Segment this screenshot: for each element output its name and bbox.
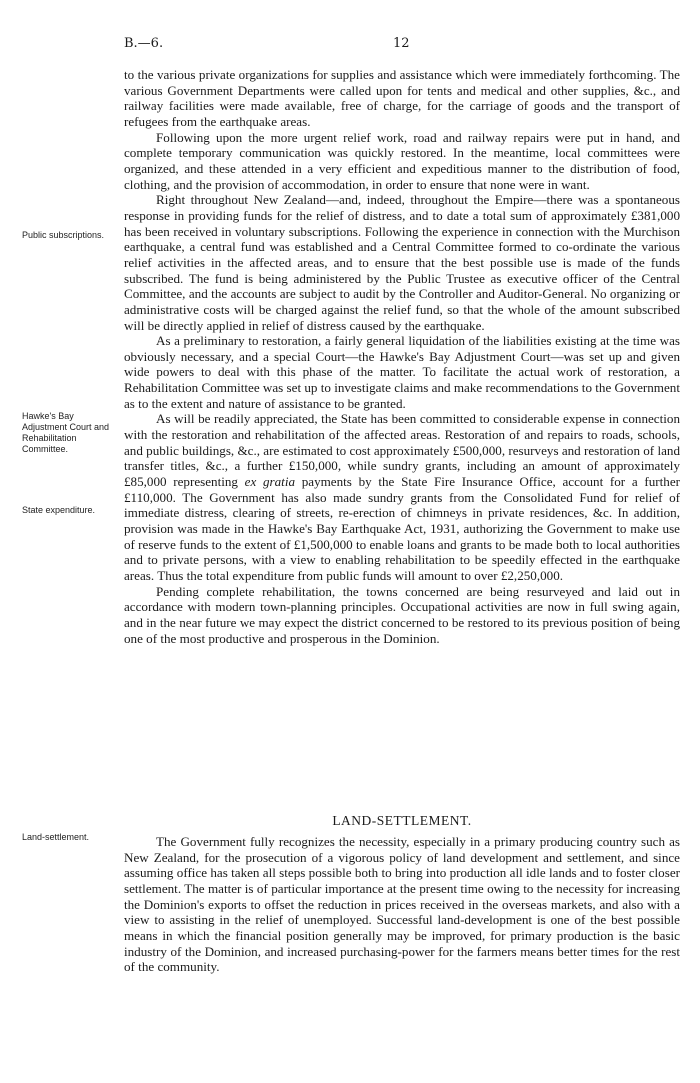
paragraph-adjustment-court: As a preliminary to restoration, a fairly general liquidation of the liabilities existing at the time was obviously necessary, and a special Court—the Hawke's Bay Adjustment Court—was set up and given wide powers to deal with this phase of the matter. To facilitate the actual work of restoration, a Rehabilitation Committee was set up to investigate claims and make recommendations to the Government as to the extent and nature of assistance to be granted. <box>124 333 680 411</box>
paragraph-state-expenditure-part-b: payments by the State Fire Insurance Office, account for a further £110,000. The Government has also made sundry grants from the Consolidated Fund for relief of immediate distress, clearing of streets, re-erection of chimneys in private residences, &c. In addition, provision was made in the Hawke's Bay Earthquake Act, 1931, authorizing the Government to make use of reserve funds to the extent of £1,500,000 to enable loans and grants to be made both to local authorities and to private persons, with a view to enabling rehabilitation to be speedily effected in the earthquake areas. Thus the total expenditure from public funds will amount to over £2,250,000. <box>124 474 680 583</box>
main-text-block <box>124 67 680 646</box>
land-settlement-text-block <box>124 834 680 975</box>
margin-note-state-expenditure: State expenditure. <box>22 505 96 515</box>
paragraph-rehabilitation: Pending complete rehabilitation, the towns concerned are being resurveyed and laid out in accordance with modern town-planning principles. Occupational activities are now in full swing again, and in the near future we may expect the district concerned to be restored to its previous position of being one of the most productive and prosperous in the Dominion. <box>124 583 680 646</box>
page-number: 12 <box>393 36 410 51</box>
paragraph-land-settlement: The Government fully recognizes the necessity, especially in a primary producing country such as New Zealand, for the prosecution of a vigorous policy of land development and settlement, and since assuming office has taken all steps possible both to bring into production all idle lands and to foster closer settlement. The matter is of particular importance at the present time owing to the necessity for increasing the Dominion's exports to offset the reduction in prices received in the overseas markets, and also with a view to assisting in the relief of unemployed. Successful land-development is one of the best possible means in which the financial position generally may be improved, for primary production is the basic industry of the Dominion, and increased purchasing-power for the farmers means better times for the rest of the community. <box>124 834 680 975</box>
page-header <box>0 36 700 56</box>
ex-gratia-phrase: ex gratia <box>244 474 296 490</box>
margin-note-hawkes-bay: Hawke's Bay Adjustment Court and Rehabilitation Committee. <box>22 411 110 454</box>
paragraph-public-subscriptions: Right throughout New Zealand—and, indeed, throughout the Empire—there was a spontaneous response in providing funds for the relief of distress, and to date a total sum of approximately £381,000 has been received in voluntary subscriptions. Following the experience in connection with the Murchison earthquake, a central fund was established and a Central Committee formed to co-ordinate the various relief activities in the affected areas, and to ensure that the best possible use is made of the funds subscribed. The fund is being administered by the Public Trustee as executive officer of the Central Committee, and the accounts are subject to audit by the Controller and Auditor-General. No organizing or administrative costs will be charged against the relief fund, so that the whole of the amount subscribed will be directly applied in relief of distress caused by the earthquake. <box>124 192 680 333</box>
margin-note-public-subscriptions: Public subscriptions. <box>22 230 105 240</box>
section-heading-land-settlement: LAND-SETTLEMENT. <box>332 813 472 828</box>
paragraph-state-expenditure-part-a: As will be readily appreciated, the State has been committed to considerable expense in connection with the restoration and rehabilitation of the affected areas. Restoration of and repairs to roads, schools, and public buildings, &c., are estimated to cost approximately £500,000, resurveys and restoration of land transfer titles, &c., a further £150,000, while sundry grants, including an amount of approximately £85,000 representing <box>124 411 680 490</box>
paragraph-state-expenditure <box>124 411 680 583</box>
paragraph-supplies: to the various private organizations for supplies and assistance which were immediately forthcoming. The various Government Departments were called upon for tents and medical and other supplies, &c., and railway facilities were made available, free of charge, for the carriage of goods and the transport of refugees from the earthquake areas. <box>124 67 680 129</box>
margin-note-land-settlement: Land-settlement. <box>22 832 90 842</box>
document-reference: B.—6. <box>124 36 164 51</box>
paragraph-repairs: Following upon the more urgent relief work, road and railway repairs were put in hand, and complete temporary communication was quickly restored. In the meantime, local committees were organized, and these attended in a very efficient and expeditious manner to the distribution of food, clothing, and the provision of accommodation, in order to ensure that none were in want. <box>124 129 680 192</box>
